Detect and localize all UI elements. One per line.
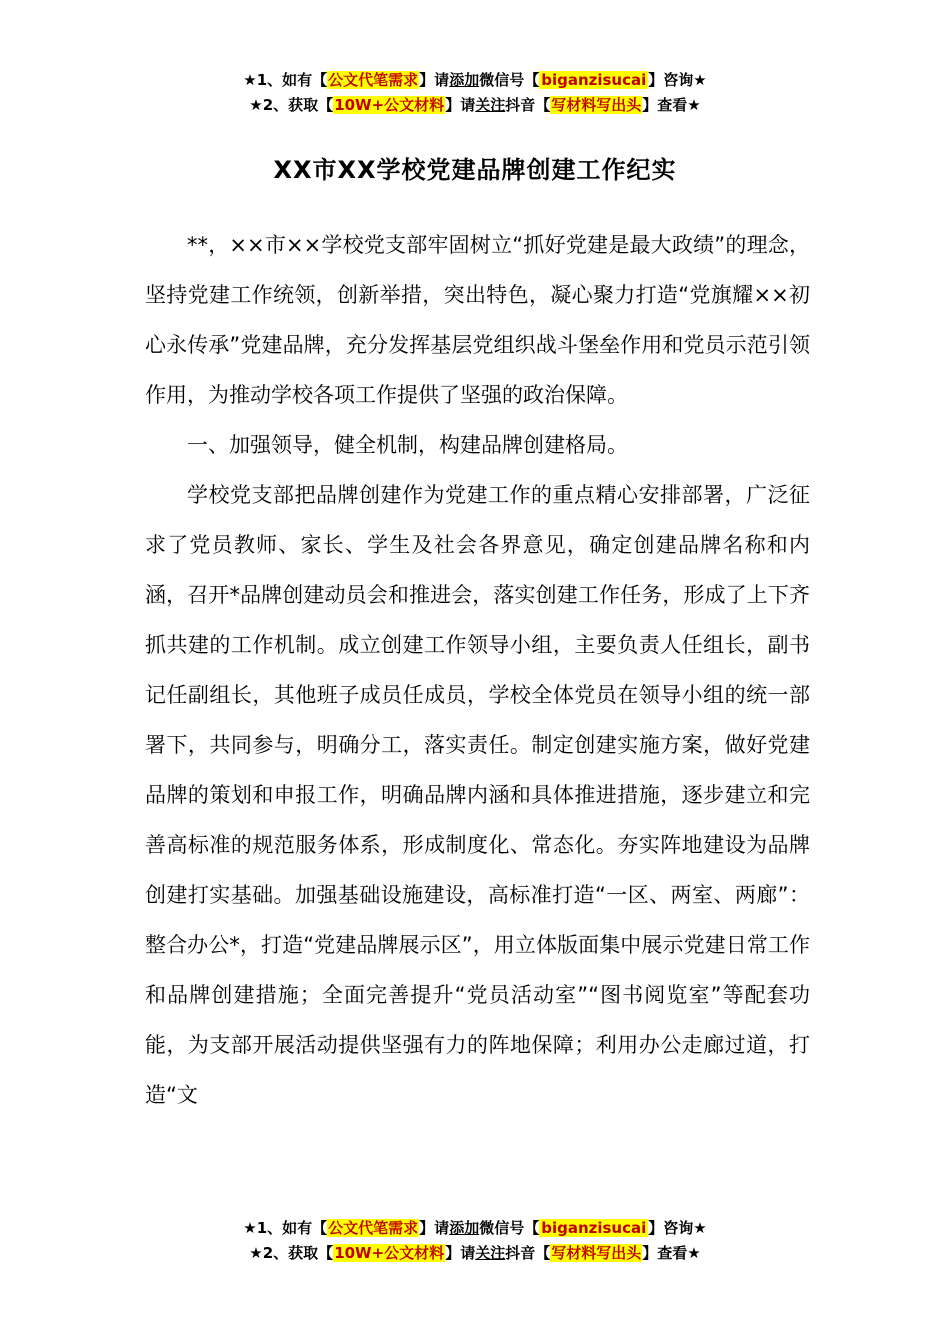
highlight-materials: 10W+公文材料 (334, 1244, 445, 1262)
document-title: XX市XX学校党建品牌创建工作纪实 (273, 156, 677, 184)
document-body (145, 220, 810, 1120)
wechat-id: biganzisucai (541, 71, 647, 89)
header-banner (0, 68, 950, 118)
banner-line-2: ★2、获取【10W+公文材料】请关注抖音【写材料写出头】查看★ (249, 96, 701, 114)
douyin-account: 写材料写出头 (551, 1244, 642, 1262)
footer-banner (0, 1216, 950, 1266)
douyin-account: 写材料写出头 (551, 96, 642, 114)
paragraph-section-1: 学校党支部把品牌创建作为党建工作的重点精心安排部署，广泛征求了党员教师、家长、学生及社会各界意见，确定创建品牌名称和内涵，召开*品牌创建动员会和推进会，落实创建工作任务，形成了上下齐抓共建的工作机制。成立创建工作领导小组，主要负责人任组长，副书记任副组长，其他班子成员任成员，学校全体党员在领导小组的统一部署下，共同参与，明确分工，落实责任。制定创建实施方案，做好党建品牌的策划和申报工作，明确品牌内涵和具体推进措施，逐步建立和完善高标准的规范服务体系，形成制度化、常态化。夯实阵地建设为品牌创建打实基础。加强基础设施建设，高标准打造“一区、两室、两廊”：整合办公*，打造“党建品牌展示区”，用立体版面集中展示党建日常工作和品牌创建措施；全面完善提升“党员活动室”“图书阅览室”等配套功能，为支部开展活动提供坚强有力的阵地保障；利用办公走廊过道，打造“文 (145, 483, 810, 1107)
paragraph-intro: **，××市××学校党支部牢固树立“抓好党建是最大政绩”的理念，坚持党建工作统领，创新举措，突出特色，凝心聚力打造“党旗耀××初心永传承”党建品牌，充分发挥基层党组织战斗堡垒作用和党员示范引领作用，为推动学校各项工作提供了坚强的政治保障。 (145, 233, 810, 407)
banner-line-2: ★2、获取【10W+公文材料】请关注抖音【写材料写出头】查看★ (249, 1244, 701, 1262)
highlight-service: 公文代笔需求 (328, 71, 419, 89)
section-heading-1: 一、加强领导，健全机制，构建品牌创建格局。 (187, 433, 628, 457)
banner-line-1: ★1、如有【公文代笔需求】请添加微信号【 biganzisucai 】咨询★ (243, 71, 707, 89)
banner-line-1: ★1、如有【公文代笔需求】请添加微信号【 biganzisucai 】咨询★ (243, 1219, 707, 1237)
wechat-id: biganzisucai (541, 1219, 647, 1237)
highlight-service: 公文代笔需求 (328, 1219, 419, 1237)
highlight-materials: 10W+公文材料 (334, 96, 445, 114)
